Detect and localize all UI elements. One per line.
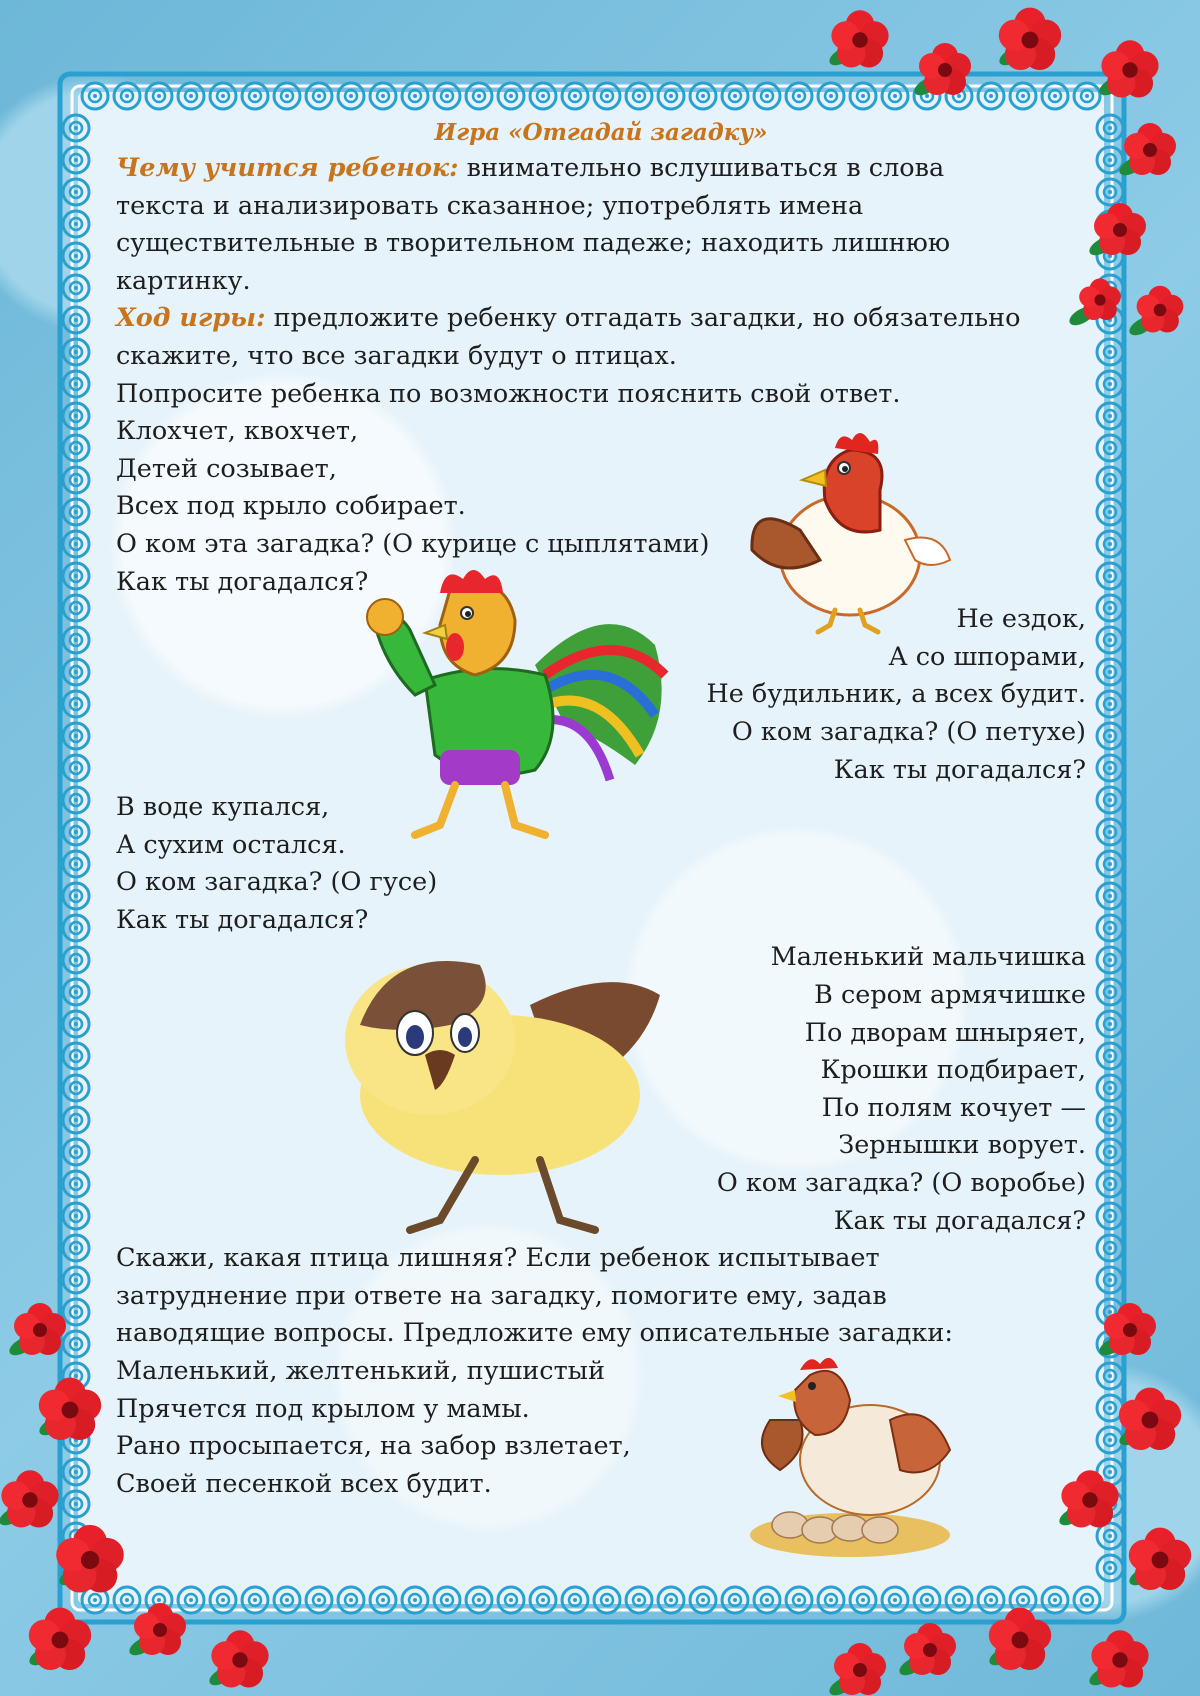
frame-swirl-icon <box>1097 1139 1123 1165</box>
frame-swirl-icon <box>63 147 89 173</box>
frame-swirl-icon <box>63 275 89 301</box>
learns-label: Чему учится ребенок: <box>116 153 459 183</box>
riddle-line: Детей созывает, <box>116 453 337 484</box>
frame-swirl-icon <box>1097 1043 1123 1069</box>
course-paragraph <box>116 300 1086 338</box>
course-line: скажите, что все загадки будут о птицах. <box>116 340 677 371</box>
frame-swirl-icon <box>63 435 89 461</box>
frame-swirl-icon <box>1097 115 1123 141</box>
ending-line: наводящие вопросы. Предложите ему описательные загадки: <box>116 1318 953 1349</box>
frame-swirl-icon <box>63 691 89 717</box>
frame-swirl-icon <box>1097 1171 1123 1197</box>
frame-swirl-icon <box>63 979 89 1005</box>
frame-swirl-icon <box>63 755 89 781</box>
frame-swirl-icon <box>63 819 89 845</box>
learns-paragraph <box>116 150 1086 188</box>
frame-swirl-icon <box>63 1107 89 1133</box>
frame-swirl-icon <box>63 1011 89 1037</box>
flower-icon <box>999 8 1061 70</box>
frame-swirl-icon <box>1097 1235 1123 1261</box>
flower-icon <box>1 1470 58 1527</box>
riddle-question: О ком загадка? (О воробье) <box>716 1168 1086 1199</box>
frame-swirl-icon <box>1097 1427 1123 1453</box>
frame-swirl-icon <box>1097 467 1123 493</box>
frame-swirl-icon <box>1097 179 1123 205</box>
flower-icon <box>56 1525 124 1593</box>
page-title: Игра «Отгадай загадку» <box>434 119 768 146</box>
riddle-line: А сухим остался. <box>116 829 346 860</box>
ending-line: Прячется под крылом у мамы. <box>116 1393 530 1424</box>
riddle-line: Зернышки ворует. <box>838 1130 1086 1161</box>
frame-swirl-icon <box>63 1139 89 1165</box>
frame-swirl-icon <box>63 563 89 589</box>
frame-swirl-icon <box>63 1171 89 1197</box>
frame-swirl-icon <box>1097 1107 1123 1133</box>
flower-icon <box>1091 1630 1148 1687</box>
frame-swirl-icon <box>1097 1011 1123 1037</box>
frame-swirl-icon <box>63 1299 89 1325</box>
frame-swirl-icon <box>63 211 89 237</box>
frame-swirl-icon <box>1097 403 1123 429</box>
frame-swirl-icon <box>1097 1267 1123 1293</box>
frame-swirl-icon <box>63 595 89 621</box>
flower-icon <box>831 10 888 67</box>
frame-swirl-icon <box>63 1075 89 1101</box>
frame-swirl-icon <box>63 851 89 877</box>
frame-swirl-icon <box>63 1203 89 1229</box>
riddle-question: О ком загадка? (О гусе) <box>116 867 438 898</box>
frame-swirl-icon <box>1097 563 1123 589</box>
frame-swirl-icon <box>1097 851 1123 877</box>
flower-icon <box>1101 40 1158 97</box>
riddle-followup: Как ты догадался? <box>833 1205 1086 1236</box>
frame-swirl-icon <box>1097 339 1123 365</box>
riddle-hen <box>116 413 1086 601</box>
frame-swirl-icon <box>63 1043 89 1069</box>
frame-swirl-icon <box>63 339 89 365</box>
riddle-line: Маленький мальчишка <box>770 942 1086 973</box>
frame-swirl-icon <box>63 307 89 333</box>
riddle-line: Не ездок, <box>956 604 1086 635</box>
learns-line: существительные в творительном падеже; находить лишнюю <box>116 228 951 259</box>
flower-icon <box>904 1623 956 1675</box>
frame-swirl-icon <box>63 179 89 205</box>
riddle-line: По полям кочует — <box>821 1092 1086 1123</box>
frame-swirl-icon <box>1097 1203 1123 1229</box>
flower-icon <box>1119 1388 1181 1450</box>
ending-paragraph <box>116 1240 1086 1503</box>
learns-line: текста и анализировать сказанное; употреблять имена <box>116 190 864 221</box>
flower-icon <box>989 1608 1051 1670</box>
frame-swirl-icon <box>1097 1363 1123 1389</box>
riddle-sparrow <box>116 939 1086 1240</box>
riddle-line: Клохчет, квохчет, <box>116 416 359 447</box>
ending-line: Маленький, желтенький, пушистый <box>116 1356 605 1386</box>
riddle-line: В воде купался, <box>116 792 330 823</box>
frame-swirl-icon <box>1097 627 1123 653</box>
frame-swirl-icon <box>63 883 89 909</box>
frame-swirl-icon <box>63 371 89 397</box>
frame-swirl-icon <box>63 1331 89 1357</box>
riddle-followup: Как ты догадался? <box>833 754 1086 785</box>
flower-icon <box>1124 123 1176 175</box>
frame-swirl-icon <box>1097 723 1123 749</box>
frame-swirl-icon <box>63 787 89 813</box>
riddle-question: О ком загадка? (О петухе) <box>731 716 1086 747</box>
learns-line: картинку. <box>116 265 251 296</box>
frame-swirl-icon <box>63 531 89 557</box>
ending-line: затруднение при ответе на загадку, помогите ему, задав <box>116 1280 887 1311</box>
flower-icon <box>29 1608 91 1670</box>
frame-swirl-icon <box>1097 659 1123 685</box>
riddle-line: Крошки подбирает, <box>820 1055 1086 1086</box>
flower-icon <box>1137 286 1184 333</box>
frame-swirl-icon <box>63 1235 89 1261</box>
riddle-question: О ком эта загадка? (О курице с цыплятами) <box>116 528 710 559</box>
frame-swirl-icon <box>1097 147 1123 173</box>
frame-swirl-icon <box>1097 1555 1123 1581</box>
flower-icon <box>1129 1528 1191 1590</box>
flower-icon <box>834 1643 886 1695</box>
frame-swirl-icon <box>63 1267 89 1293</box>
frame-swirl-icon <box>1097 883 1123 909</box>
frame-swirl-icon <box>1097 755 1123 781</box>
course-line: Попросите ребенка по возможности пояснить свой ответ. <box>116 378 901 409</box>
frame-swirl-icon <box>63 1459 89 1485</box>
flower-icon <box>39 1378 101 1440</box>
frame-swirl-icon <box>1097 371 1123 397</box>
frame-swirl-icon <box>63 723 89 749</box>
learns-text: внимательно вслушиваться в слова <box>458 153 945 183</box>
frame-swirl-icon <box>63 115 89 141</box>
riddle-followup: Как ты догадался? <box>116 566 369 597</box>
frame-swirl-icon <box>1097 691 1123 717</box>
frame-swirl-icon <box>1097 499 1123 525</box>
riddle-line: А со шпорами, <box>888 641 1086 672</box>
riddle-line: Не будильник, а всех будит. <box>706 679 1086 710</box>
frame-swirl-icon <box>63 403 89 429</box>
frame-swirl-icon <box>63 947 89 973</box>
frame-swirl-icon <box>1097 979 1123 1005</box>
frame-swirl-icon <box>1097 531 1123 557</box>
riddle-followup: Как ты догадался? <box>116 904 369 935</box>
frame-swirl-icon <box>1097 947 1123 973</box>
flower-icon <box>919 43 971 95</box>
flower-icon <box>1094 203 1146 255</box>
frame-swirl-icon <box>63 467 89 493</box>
frame-swirl-icon <box>1097 435 1123 461</box>
frame-swirl-icon <box>1097 1075 1123 1101</box>
ending-line: Скажи, какая птица лишняя? Если ребенок испытывает <box>116 1243 880 1274</box>
riddle-rooster <box>116 601 1086 789</box>
riddle-line: Всех под крыло собирает. <box>116 491 466 522</box>
course-text: предложите ребенку отгадать загадки, но обязательно <box>265 303 1021 334</box>
frame-swirl-icon <box>63 243 89 269</box>
frame-swirl-icon <box>1097 595 1123 621</box>
frame-swirl-icon <box>63 499 89 525</box>
course-label: Ход игры: <box>116 303 266 334</box>
riddle-goose <box>116 789 1086 939</box>
frame-swirl-icon <box>63 1491 89 1517</box>
ending-line: Рано просыпается, на забор взлетает, <box>116 1431 631 1462</box>
riddle-line: По дворам шныряет, <box>804 1017 1086 1048</box>
ending-line: Своей песенкой всех будит. <box>116 1468 492 1499</box>
riddle-line: В сером армячишке <box>814 980 1086 1011</box>
frame-swirl-icon <box>63 915 89 941</box>
frame-swirl-icon <box>63 627 89 653</box>
frame-swirl-icon <box>1097 787 1123 813</box>
document-body <box>116 118 1086 1503</box>
frame-swirl-icon <box>1097 915 1123 941</box>
frame-swirl-icon <box>1097 819 1123 845</box>
flower-icon <box>211 1630 268 1687</box>
frame-swirl-icon <box>63 659 89 685</box>
